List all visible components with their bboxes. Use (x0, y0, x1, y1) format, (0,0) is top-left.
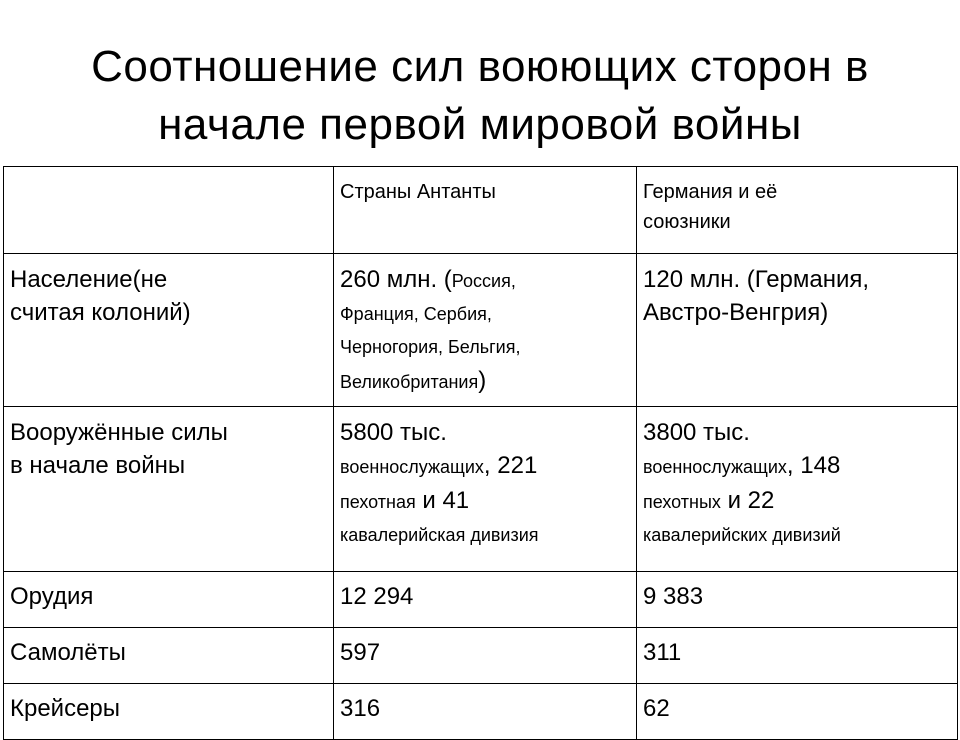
aircraft-entente: 597 (334, 628, 637, 684)
armed-forces-central-number: 3800 тыс. (643, 419, 750, 446)
header-central-line-2: союзники (643, 211, 731, 233)
armed-forces-entente-cell (334, 407, 637, 572)
table-row-armed-forces (4, 407, 958, 572)
table-row-population (4, 254, 958, 407)
forces-table (3, 166, 958, 740)
population-entente-countries-2: Франция, Сербия, (340, 304, 492, 324)
guns-label: Орудия (4, 572, 334, 628)
population-entente-countries-1: Россия, (451, 271, 516, 291)
population-entente-value: 260 млн. ( (340, 266, 452, 293)
population-entente-cell (334, 254, 637, 407)
header-corner-cell (4, 167, 334, 254)
title-line-1: Соотношение сил воюющих сторон в (91, 42, 869, 91)
table-row-guns (4, 572, 958, 628)
armed-forces-central-cell (637, 407, 958, 572)
header-central-line-1: Германия и её (643, 181, 778, 203)
armed-forces-entente-servicemen: военнослужащих (340, 457, 484, 477)
table-row-cruisers (4, 684, 958, 740)
armed-forces-entente-infantry: пехотная (340, 492, 416, 512)
cruisers-label: Крейсеры (4, 684, 334, 740)
population-central-line-2: Австро-Венгрия) (643, 299, 829, 326)
armed-forces-entente-number: 5800 тыс. (340, 419, 447, 446)
population-entente-countries-4: Великобритания (340, 372, 479, 392)
guns-entente: 12 294 (334, 572, 637, 628)
armed-forces-entente-num-infantry: , 221 (483, 452, 538, 479)
population-label-cell (4, 254, 334, 407)
cruisers-entente: 316 (334, 684, 637, 740)
armed-forces-entente-cavalry: кавалерийская дивизия (340, 525, 539, 545)
population-central-cell (637, 254, 958, 407)
population-label-line-2: считая колоний) (10, 299, 191, 326)
page-title (0, 38, 960, 154)
population-entente-countries-3: Черногория, Бельгия, (340, 337, 521, 357)
population-label-line-1: Население(не (10, 266, 168, 293)
armed-forces-label-line-2: в начале войны (10, 452, 186, 479)
armed-forces-central-cavalry: кавалерийских дивизий (643, 525, 841, 545)
header-central-cell (637, 167, 958, 254)
table-header-row (4, 167, 958, 254)
header-entente-cell (334, 167, 637, 254)
population-entente-close: ) (478, 367, 487, 394)
armed-forces-central-num-cavalry: и 22 (720, 487, 775, 514)
armed-forces-central-servicemen: военнослужащих (643, 457, 787, 477)
aircraft-label: Самолёты (4, 628, 334, 684)
guns-central: 9 383 (637, 572, 958, 628)
armed-forces-central-infantry: пехотных (643, 492, 721, 512)
table-row-aircraft (4, 628, 958, 684)
armed-forces-label-line-1: Вооружённые силы (10, 419, 228, 446)
cruisers-central: 62 (637, 684, 958, 740)
armed-forces-label-cell (4, 407, 334, 572)
header-entente-label: Страны Антанты (340, 181, 496, 203)
population-central-line-1: 120 млн. (Германия, (643, 266, 870, 293)
armed-forces-entente-num-cavalry: и 41 (415, 487, 470, 514)
armed-forces-central-num-infantry: , 148 (786, 452, 841, 479)
title-line-2: начале первой мировой войны (158, 100, 802, 149)
aircraft-central: 311 (637, 628, 958, 684)
